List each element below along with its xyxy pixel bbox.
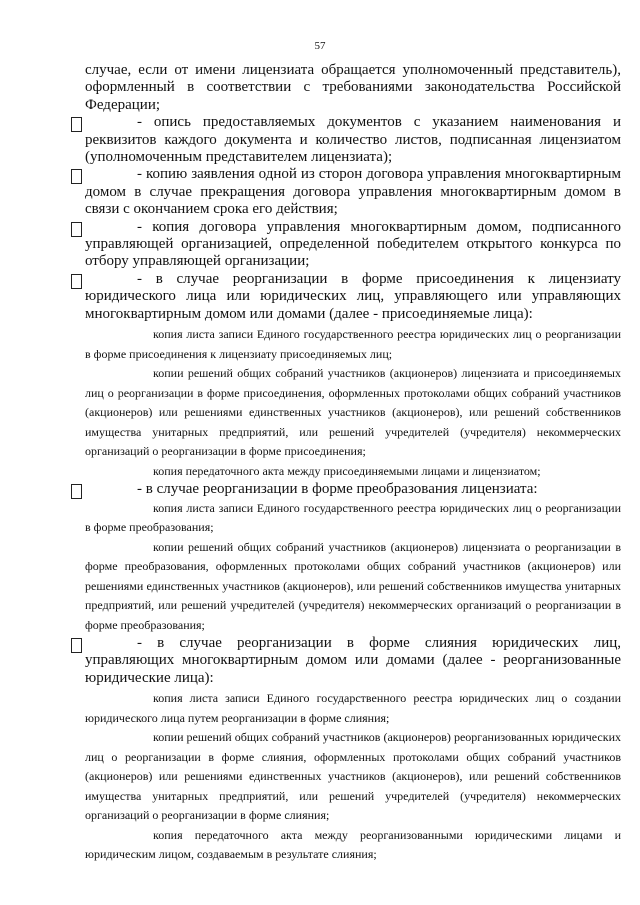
- paragraph-decisions-merger: копии решений общих собраний участников (акционеров) реорганизованных юридических лиц о реорганизации в форме слияния, оформленных протоколами общих собраний участников (акционеров) или решениями единственных участников (акционеров), или решений собственников имущества унитарных предприятий, или решений учредителей (учредителя) некоммерческих организаций о реорганизации в форме слияния;: [85, 730, 621, 823]
- checkbox-icon[interactable]: [71, 484, 82, 499]
- checkbox-icon[interactable]: [71, 169, 82, 184]
- checkbox-icon[interactable]: [71, 117, 82, 132]
- paragraph-transfer-act-accession: копия передаточного акта между присоединяемыми лицами и лицензиатом;: [153, 463, 541, 478]
- paragraph-merger-accession: - в случае реорганизации в форме присоединения к лицензиату юридического лица или юридических лиц, управляющего или управляющих многоквартирным домом или домами (далее - присоединяемые лица):: [85, 270, 621, 322]
- checkbox-icon[interactable]: [71, 222, 82, 237]
- paragraph-merger: - в случае реорганизации в форме слияния юридических лиц, управляющих многоквартирным домом или домами (далее - реорганизованные юридические лица):: [85, 635, 621, 686]
- list-item-transformation: [85, 481, 621, 498]
- paragraph-inventory: - опись предоставляемых документов с указанием наименования и реквизитов каждого документа и количество листов, подписанная лицензиатом (уполномоченным представителем лицензиата);: [85, 114, 621, 166]
- checkbox-icon[interactable]: [71, 638, 82, 653]
- paragraph-registry-accession: копия листа записи Единого государственного реестра юридических лиц о реорганизации в форме присоединения к лицензиату присоединяемых лиц;: [85, 327, 621, 361]
- list-item-inventory: [85, 114, 621, 166]
- checkbox-icon[interactable]: [71, 274, 82, 289]
- paragraph-transformation: - в случае реорганизации в форме преобразования лицензиата:: [137, 481, 538, 498]
- paragraph-decisions-transformation: копии решений общих собраний участников (акционеров) лицензиата о реорганизации в форме преобразования, оформленных протоколами общих собраний участников (акционеров) или решениями единственных участников (акционеров), или решений собственников имущества унитарных предприятий, или решений учредителей (учредителя) некоммерческих организаций о реорганизации в форме преобразования;: [85, 539, 621, 632]
- paragraph-representative: случае, если от имени лицензиата обращается уполномоченный представитель), оформленный в соответствии с требованиями законодательства Российской Федерации;: [85, 62, 621, 113]
- paragraph-registry-merger: копия листа записи Единого государственного реестра юридических лиц о создании юридического лица путем реорганизации в форме слияния;: [85, 691, 621, 725]
- paragraph-application-copy: - копию заявления одной из сторон договора управления многоквартирным домом в случае прекращения договора управления многоквартирным домом в связи с окончанием срока его действия;: [85, 166, 621, 218]
- paragraph-registry-transformation: копия листа записи Единого государственного реестра юридических лиц о реорганизации в форме преобразования;: [85, 500, 621, 534]
- paragraph-transfer-act-merger: копия передаточного акта между реорганизованными юридическими лицами и юридическим лицом, создаваемым в результате слияния;: [85, 827, 621, 862]
- list-item-application-copy: [85, 166, 621, 218]
- document-body: [85, 62, 621, 865]
- paragraph-decisions-accession: копии решений общих собраний участников (акционеров) лицензиата и присоединяемых лиц о реорганизации в форме присоединения, оформленных протоколами общих собраний участников (акционеров) или решениями единственных участников (акционеров), или решений собственников имущества унитарных предприятий, или решений учредителей (учредителя) некоммерческих организаций о реорганизации в форме присоединения;: [85, 366, 621, 459]
- list-item-contract-copy: [85, 219, 621, 271]
- list-item-merger-accession: [85, 271, 621, 323]
- page-number: 57: [314, 40, 326, 52]
- paragraph-contract-copy: - копия договора управления многоквартирным домом, подписанного управляющей организацией, определенной победителем открытого конкурса по отбору управляющей организации;: [85, 218, 621, 270]
- list-item-merger: [85, 635, 621, 687]
